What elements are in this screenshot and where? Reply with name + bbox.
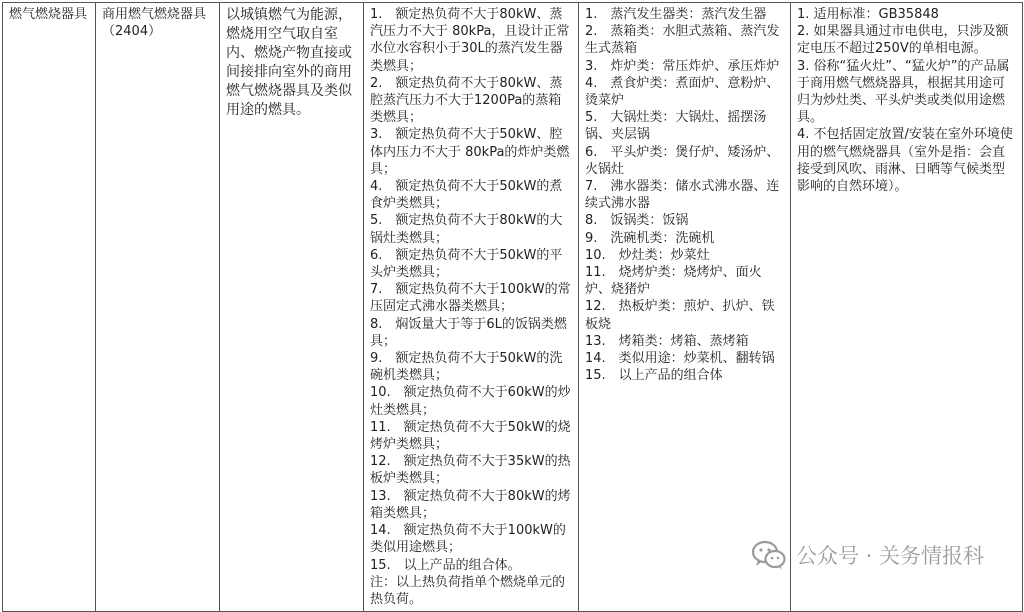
list-item: 4. 煮食炉类：煮面炉、意粉炉、烫菜炉	[585, 75, 780, 109]
product-name: 商用燃气燃烧器具（2404）	[102, 7, 207, 40]
category-cell	[3, 3, 96, 612]
list-item: 2. 额定热负荷不大于80kW、蒸腔蒸汽压力不大于1200Pa的蒸箱类燃具；	[370, 75, 563, 126]
list-item: 3. 额定热负荷不大于50kW、腔体内压力不大于 80kPa的炸炉类燃具；	[370, 127, 570, 177]
description-cell	[220, 3, 364, 612]
list-item: 3. 俗称“猛火灶”、“猛火炉”的产品属于商用燃气燃烧器具，根据其用途可归为炒灶类、平头炉类或类似用途燃具。	[797, 58, 1010, 126]
list-item: 15. 以上产品的组合体	[585, 368, 723, 384]
list-item: 10. 额定热负荷不大于60kW的炒灶类燃具；	[370, 385, 571, 418]
product-spec-table	[2, 2, 1023, 612]
list-item: 7. 额定热负荷不大于100kW的常压固定式沸水器类燃具；	[370, 282, 571, 315]
list-item: 3. 炸炉类：常压炸炉、承压炸炉	[585, 58, 780, 74]
notes-cell	[791, 3, 1023, 612]
list-item: 2. 如果器具通过市电供电，只涉及额定电压不超过250V的单相电源。	[797, 24, 1009, 57]
scope-cell	[364, 3, 579, 612]
table-row	[3, 3, 1023, 612]
list-item: 13. 烤箱类：烤箱、蒸烤箱	[585, 333, 749, 349]
list-item: 14. 类似用途：炒菜机、翻转锅	[585, 351, 775, 367]
list-item: 8. 饭锅类：饭锅	[585, 213, 689, 229]
list-item: 15. 以上产品的组合体。	[370, 557, 521, 573]
list-item: 12. 额定热负荷不大于35kW的热板炉类燃具；	[370, 454, 571, 487]
list-item: 4. 不包括固定放置/安装在室外环境使用的燃气燃烧器具（室外是指：会直接受到风吹、雨淋、日晒等气候类型影响的自然环境）。	[797, 127, 1013, 195]
list-item: 12. 热板炉类：煎炉、扒炉、铁板烧	[585, 299, 775, 332]
list-item: 4. 额定热负荷不大于50kW的煮食炉类燃具；	[370, 179, 563, 212]
list-item: 6. 平头炉类：煲仔炉、矮汤炉、火锅灶	[585, 144, 780, 177]
watermark	[752, 535, 984, 575]
list-item: 6. 额定热负荷不大于50kW的平头炉类燃具；	[370, 247, 563, 281]
watermark-text: 公众号 · 关务情报科	[795, 544, 984, 568]
list-item: 1. 额定热负荷不大于80kW、蒸汽压力不大于 80kPa，且设计正常水位水容积小于30L的蒸汽发生器类燃具；	[370, 7, 570, 74]
list-item: 9. 额定热负荷不大于50kW的洗碗机类燃具；	[370, 351, 563, 384]
category-text: 燃气燃烧器具	[9, 7, 88, 22]
list-item: 10. 炒灶类：炒菜灶	[585, 247, 710, 263]
wechat-icon	[752, 540, 786, 570]
list-item: 11. 额定热负荷不大于50kW的烧烤炉类燃具；	[370, 419, 571, 453]
list-item: 13. 额定热负荷不大于80kW的烤箱类燃具；	[370, 488, 571, 521]
list-item: 7. 沸水器类：储水式沸水器、连续式沸水器	[585, 179, 780, 212]
list-item: 8. 焖饭量大于等于6L的饭锅类燃具；	[370, 316, 567, 349]
list-item: 1. 适用标准：GB35848	[797, 7, 939, 22]
product-cell	[96, 3, 220, 612]
list-item: 1. 蒸汽发生器类：蒸汽发生器	[585, 7, 767, 22]
list-item: 9. 洗碗机类：洗碗机	[585, 230, 715, 246]
description-text: 以城镇燃气为能源，燃烧用空气取自室内、燃烧产物直接或间接排向室外的商用燃气燃烧器具及类似用途的燃具。	[226, 7, 352, 118]
list-item: 14. 额定热负荷不大于100kW的类似用途燃具；	[370, 523, 566, 556]
list-item: 5. 大锅灶类：大锅灶、摇摆汤锅、夹层锅	[585, 110, 767, 143]
list-item: 11. 烧烤炉类：烧烤炉、面火炉、烧猪炉	[585, 265, 762, 298]
scope-note: 注：以上热负荷指单个燃烧单元的热负荷。	[370, 574, 566, 607]
list-item: 2. 蒸箱类：水胆式蒸箱、蒸汽发生式蒸箱	[585, 24, 780, 57]
types-cell	[579, 3, 791, 612]
list-item: 5. 额定热负荷不大于80kW的大锅灶类燃具；	[370, 213, 563, 246]
